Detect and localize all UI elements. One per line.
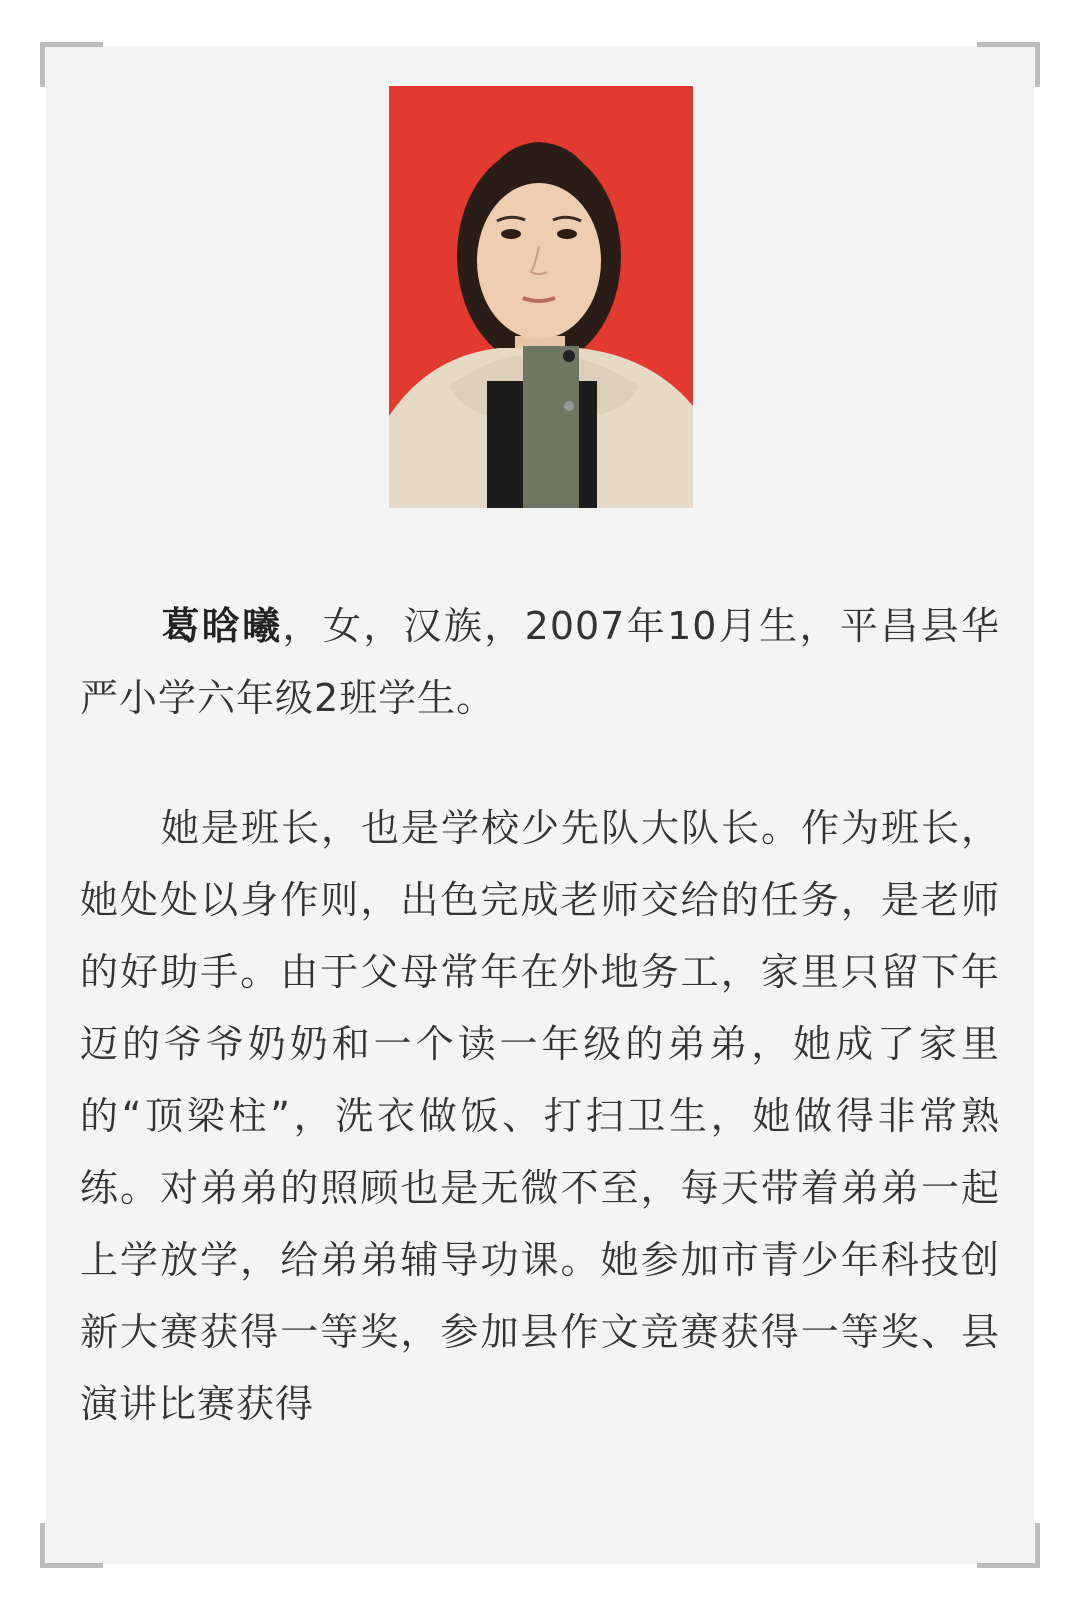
portrait-illustration bbox=[389, 86, 693, 508]
student-intro-text: ，女，汉族，2007年10月生，平昌县华严小学六年级2班学生。 bbox=[80, 604, 1000, 720]
corner-mark-bottom-right bbox=[977, 1523, 1040, 1568]
student-story-text: 她是班长，也是学校少先队大队长。作为班长，她处处以身作则，出色完成老师交给的任务，是老师的好助手。由于父母常年在外地务工，家里只留下年迈的爷爷奶奶和一个读一年级的弟弟，她成了家里的“顶梁柱”，洗衣做饭、打扫卫生，她做得非常熟练。对弟弟的照顾也是无微不至，每天带着弟弟一起上学放学，给弟弟辅导功课。她参加市青少年科技创新大赛获得一等奖，参加县作文竞赛获得一等奖、县演讲比赛获得 bbox=[80, 806, 1000, 1426]
student-name: 葛晗曦 bbox=[160, 604, 283, 648]
corner-mark-top-right bbox=[977, 42, 1040, 87]
student-story-paragraph bbox=[80, 792, 1000, 1440]
student-portrait-photo bbox=[389, 86, 693, 508]
student-intro-paragraph bbox=[80, 590, 1000, 734]
corner-mark-bottom-left bbox=[40, 1523, 103, 1568]
corner-mark-top-left bbox=[40, 42, 103, 87]
